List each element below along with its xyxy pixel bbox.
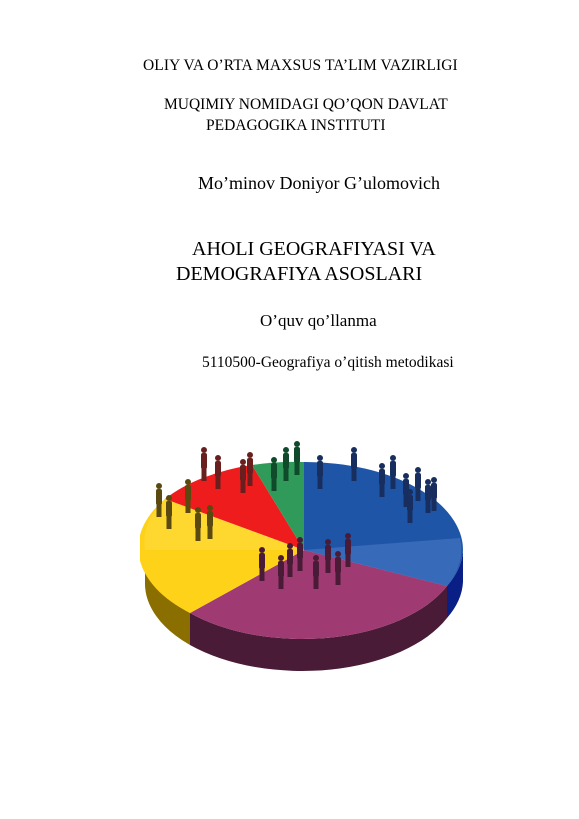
- person-icon: [425, 479, 431, 513]
- person-icon: [407, 489, 413, 523]
- person-icon: [415, 467, 421, 501]
- book-subtitle: O’quv qo’llanma: [260, 311, 377, 330]
- book-title-line1: AHOLI GEOGRAFIYASI VA: [192, 238, 436, 260]
- person-icon: [166, 495, 172, 529]
- specialty-code: 5110500-Geografiya o’qitish metodikasi: [202, 354, 454, 371]
- population-pie-chart-icon: [140, 430, 470, 675]
- person-icon: [215, 455, 221, 489]
- person-icon: [283, 447, 289, 481]
- person-icon: [351, 447, 357, 481]
- person-icon: [185, 479, 191, 513]
- person-icon: [259, 547, 265, 581]
- person-icon: [294, 441, 300, 475]
- person-icon: [278, 555, 284, 589]
- person-icon: [247, 452, 253, 486]
- person-icon: [287, 543, 293, 577]
- institute-name-line2: PEDAGOGIKA INSTITUTI: [206, 117, 386, 134]
- person-icon: [317, 455, 323, 489]
- person-icon: [345, 533, 351, 567]
- person-icon: [335, 551, 341, 585]
- institute-name-line1: MUQIMIY NOMIDAGI QO’QON DAVLAT: [164, 96, 448, 113]
- person-icon: [207, 505, 213, 539]
- person-icon: [271, 457, 277, 491]
- person-icon: [195, 507, 201, 541]
- person-icon: [325, 539, 331, 573]
- person-icon: [240, 459, 246, 493]
- person-icon: [201, 447, 207, 481]
- person-icon: [431, 477, 437, 511]
- person-icon: [313, 555, 319, 589]
- book-title-line2: DEMOGRAFIYA ASOSLARI: [176, 263, 423, 285]
- person-icon: [156, 483, 162, 517]
- person-icon: [379, 463, 385, 497]
- person-icon: [297, 537, 303, 571]
- ministry-name: OLIY VA O’RTA MAXSUS TA’LIM VAZIRLIGI: [143, 57, 458, 74]
- author-name: Mo’minov Doniyor G’ulomovich: [198, 173, 440, 193]
- person-icon: [390, 455, 396, 489]
